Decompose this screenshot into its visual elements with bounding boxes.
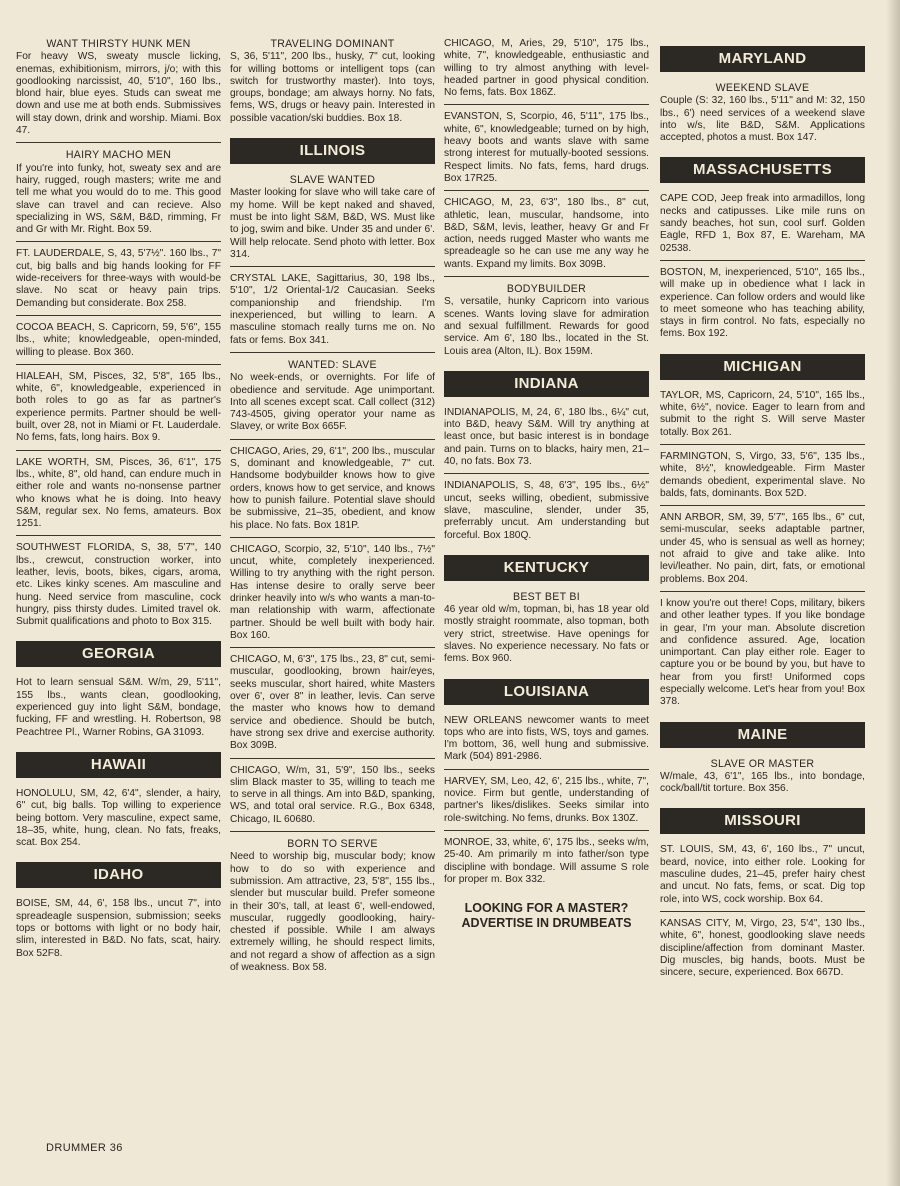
classified-ad: [660, 82, 865, 149]
ad-text: FT. LAUDERDALE, S, 43, 5'7½". 160 lbs., 7" cut, big balls and big hands looking for FF wide-receivers for three-ways with would-be slave. No scat or heavy pain trips. Demanding but considerate. Box 258.: [16, 248, 221, 309]
ad-headline: BEST BET BI: [512, 590, 581, 603]
classified-page: [16, 38, 880, 1148]
column-2: [230, 38, 435, 985]
ad-text: CAPE COD, Jeep freak into armadillos, long necks and catipusses. Like mile runs on sandy beaches, hot sun, cool surf. Golden Eagle, RFD 1, Box 87, E. Wareham, MA 02538.: [660, 193, 865, 254]
state-heading: MARYLAND: [660, 46, 865, 72]
classified-ad: [16, 457, 221, 537]
state-heading: MASSACHUSETTS: [660, 157, 865, 183]
classified-ad: [230, 38, 435, 130]
ad-text: Need to worship big, muscular body; know how to do so with experience and submission. Am attractive, 23, 5'8", 155 lbs., slender but muscular build. Prefer someone in their 30's, tall, at least 6', well-endowed, muscular, ruggedly goodlooking, hairy-chested if possible. While I am always extremely willing, he should respect limits, and not regard a show of affection as a sign of weakness. Box 58.: [230, 851, 435, 973]
ad-headline: WEEKEND SLAVE: [715, 82, 810, 94]
classified-ad: [16, 248, 221, 315]
ad-headline: BORN TO SERVE: [287, 838, 378, 851]
ad-text: BOISE, SM, 44, 6', 158 lbs., uncut 7", into spreadeagle suspension, submission; seeks tops or bottoms with light or no body hair, slim, interested in B&D. No fats, scat, hairy. Box 52F8.: [16, 898, 221, 959]
state-heading: LOUISIANA: [444, 679, 649, 705]
ad-text: TAYLOR, MS, Capricorn, 24, 5'10", 165 lbs., white, 6½", novice. Eager to learn from and submit to the right S. Will serve Master totally. Box 261.: [660, 389, 865, 438]
ad-headline: WANT THIRSTY HUNK MEN: [46, 38, 191, 50]
classified-ad: [660, 598, 865, 714]
classified-ad: [660, 512, 865, 592]
ad-text: Hot to learn sensual S&M. W/m, 29, 5'11", 155 lbs., wants clean, goodlooking, experienced guy into light S&M, bondage, fucking, FF and wrestling. H. Robertson, 98 Peachtree Pl., Warner Robins, GA 31093.: [16, 677, 221, 738]
classified-ad: [660, 451, 865, 506]
ad-text: INDIANAPOLIS, S, 48, 6'3", 195 lbs., 6½" uncut, seeks willing, obedient, submissive slave, masculine, slender, under 35, preferrably uncut. Am understanding but forceful. Box 180Q.: [444, 480, 649, 541]
classified-ad: [660, 267, 865, 346]
classified-ad: [444, 407, 649, 474]
classified-ad: [230, 544, 435, 648]
classified-ad: [16, 788, 221, 854]
classified-ad: [444, 197, 649, 277]
ad-text: MONROE, 33, white, 6', 175 lbs., seeks w/m, 25-40. Am primarily m into father/son type discipline with bondage. Will assume S role for proper m. Box 332.: [444, 836, 649, 885]
ad-text: INDIANAPOLIS, M, 24, 6', 180 lbs., 6¼" cut, into B&D, heavy S&M. Will try anything at least once, but basic interest is in bondage and pain. Turns on to blacks, hairy men, 21–40, no fats. Box 73.: [444, 406, 649, 468]
classified-ad: [660, 390, 865, 445]
ad-text: For heavy WS, sweaty muscle licking, enemas, exhibitionism, mirrors, j/o; with this goodlooking narcissist, 40, 5'10", 160 lbs., blond hair, blue eyes. Studs can sweat me down and use me at both ends. Submissives will stay down, drink and worship. Miami. Box 47.: [16, 51, 221, 137]
classified-ad: [660, 844, 865, 911]
classified-ad: [660, 918, 865, 984]
ad-text: Master looking for slave who will take care of my home. Will be kept naked and shaved, must be into light S&M, B&D, WS. Must like to jog, swim and bike. Under 35 and under 6'. Will help relocate. Send photo with letter. Box 314.: [230, 187, 435, 260]
ad-text: CRYSTAL LAKE, Sagittarius, 30, 198 lbs., 5'10", 1/2 Oriental-1/2 Caucasian. Seeks companionship and friendship. I'm inexperienced, but willing to learn. A masculine stomach really turns me on. No fats or fems. Box 341.: [230, 273, 435, 346]
classified-ad: [444, 715, 649, 770]
ad-text: S, versatile, hunky Capricorn into various scenes. Wants loving slave for admiration and sexual fulfillment. Rewards for good service. Am 6', 180 lbs., located in the St. Louis area (Alton, IL). Box 159M.: [444, 296, 649, 357]
classified-ad: [444, 837, 649, 891]
ad-text: CHICAGO, W/m, 31, 5'9", 150 lbs., seeks slim Black master to 35, willing to teach me to serve in all things. Am into B&D, spanking, WS, and total oral service. R.G., Box 6348, Chicago, IL 60680.: [230, 764, 435, 825]
state-heading: KENTUCKY: [444, 555, 649, 581]
state-heading: GEORGIA: [16, 641, 221, 667]
ad-text: HIALEAH, SM, Pisces, 32, 5'8", 165 lbs., white, 6", knowledgeable, experienced in both roles to go as far as partner's experience permits. Partner should be well-built, over 28, not in Miami or Ft. Lauderdale. No fems, fats, long hairs. Box 9.: [16, 370, 221, 444]
advertise-note: LOOKING FOR A MASTER? ADVERTISE IN DRUMBEATS: [461, 901, 632, 931]
ad-text: HONOLULU, SM, 42, 6'4", slender, a hairy, 6" cut, big balls. Top willing to experience being bottom. Very masculine, expect same, 18–35, white, hung, clean. No fats, freaks, scat. Box 254.: [16, 787, 221, 849]
state-heading: MAINE: [660, 722, 865, 748]
page-spine-shadow: [886, 0, 900, 1186]
ad-text: Couple (S: 32, 160 lbs., 5'11" and M: 32, 150 lbs., 6') need services of a weekend slave into w/s, lite B&D, S&M. Applications accepted, photos a must. Box 147.: [660, 95, 865, 144]
ad-text: SOUTHWEST FLORIDA, S, 38, 5'7", 140 lbs., crewcut, construction worker, into leather, levis, boots, bikes, cigars, aroma, etc. Likes kinky scenes. Am masculine and hung. Need service from masculine, cock hungry, piss thirsty dudes. Limited travel ok. Submit qualifications and photo to Box 315.: [16, 542, 221, 628]
classified-ad: [230, 838, 435, 979]
ad-text: CHICAGO, M, 23, 6'3", 180 lbs., 8" cut, athletic, lean, muscular, handsome, into B&D, S&M, levis, leather, heavy Gr and Fr action, needs rugged Master who wants me spreadeagle so he can use me any way he wants. Expand my limits. Box 309B.: [444, 197, 649, 270]
ad-text: CHICAGO, M, Aries, 29, 5'10", 175 lbs., white, 7", knowledgeable, enthusiastic and willing to try almost anything with level-headed partner in good physical condition. No fems, fats. Box 186Z.: [444, 38, 649, 99]
ad-headline: BODYBUILDER: [506, 283, 587, 296]
ad-text: W/male, 43, 6'1", 165 lbs., into bondage, cock/ball/tit torture. Box 356.: [660, 770, 865, 795]
state-heading: INDIANA: [444, 371, 649, 397]
ad-headline: TRAVELING DOMINANT: [270, 38, 395, 50]
ad-text: S, 36, 5'11", 200 lbs., husky, 7" cut, looking for willing bottoms or intelligent tops (can switch for trustworthy master). Into toys, groups, bondage; am always horny. No fats, fems, WS, drugs or heavy pain. Interested in possible vacation/ski buddies. Box 18.: [230, 51, 435, 124]
ad-text: If you're into funky, hot, sweaty sex and are hairy, rugged, rough masters; write me and tell me what you would do to me. This good slave can travel and can recieve. Also specializing in WS, S&M, B&D, rimming, Fr and Gr with Mr. Right. Box 59.: [16, 162, 221, 236]
classified-ad: [444, 38, 649, 105]
classified-ad: [444, 283, 649, 363]
classified-ad: [444, 776, 649, 831]
state-heading: ILLINOIS: [230, 138, 435, 164]
ad-text: CHICAGO, Scorpio, 32, 5'10", 140 lbs., 7½" uncut, white, completely inexperienced. Willing to try anything with the right person. Has intense desire to orally serve beer drinker heavily into w/s who wants a man-to-man relationship with warm, affectionate partner. Should be well built with body hair. Box 160.: [230, 543, 435, 641]
classified-ad: [16, 38, 221, 143]
ad-text: KANSAS CITY, M, Virgo, 23, 5'4", 130 lbs., white, 6", honest, goodlooking slave needs discipline/affection from dominant Master. Dig muscles, big hands, boots. Must be sincere, secure, experienced. Box 667D.: [660, 917, 865, 979]
ad-text: EVANSTON, S, Scorpio, 46, 5'11", 175 lbs., white, 6", knowledgeable; turned on by high, heavy boots and wants slave with same strong interest for mutually-booted sessions. Respect limits. No fats, fems, hard drugs. Box 17R25.: [444, 111, 649, 184]
ad-text: ANN ARBOR, SM, 39, 5'7", 165 lbs., 6" cut, semi-muscular, seeks adaptable partner, under 45, who is sensual as well as horney; not afraid to give and take alike. Into levi/leather. No pain, dirt, fats, or emotional problems. Box 204.: [660, 512, 865, 585]
column-3: [444, 38, 649, 931]
classified-ad: [230, 359, 435, 440]
ad-text: 46 year old w/m, topman, bi, has 18 year old mostly straight roommate, also topman, both very strict, streetwise. Have openings for slaves. No experience necessary. No fats or fems. Box 960.: [444, 604, 649, 665]
column-4: [660, 38, 865, 990]
classified-ad: [16, 677, 221, 743]
ad-text: CHICAGO, Aries, 29, 6'1", 200 lbs., muscular S, dominant and knowledgeable, 7" cut. Handsome bodybuilder knows how to give orders, knows how to get service, and knows how to punish failure. Potential slave should be submissive, 21–35, obedient, and know his place. No fats. Box 181P.: [230, 445, 435, 531]
state-heading: MISSOURI: [660, 808, 865, 834]
classified-ad: [230, 446, 435, 538]
classified-ad: [16, 542, 221, 633]
classified-ad: [16, 898, 221, 964]
classified-ad: [660, 193, 865, 260]
column-1: [16, 38, 221, 971]
ad-headline: SLAVE WANTED: [289, 174, 376, 187]
classified-ad: [444, 111, 649, 191]
classified-ad: [230, 765, 435, 832]
classified-ad: [16, 371, 221, 451]
ad-text: ST. LOUIS, SM, 43, 6', 160 lbs., 7" uncut, beard, novice, into either role. Looking for masculine dudes, 21–45, prefer hairy chest and uncut. No fats, fems, or scat. Dig top role, into WS, cock worship. Box 64.: [660, 844, 865, 905]
ad-headline: HAIRY MACHO MEN: [65, 149, 172, 162]
page-folio: DRUMMER 36: [46, 1142, 123, 1154]
state-heading: HAWAII: [16, 752, 221, 778]
ad-text: CHICAGO, M, 6'3", 175 lbs., 23, 8" cut, semi-muscular, goodlooking, brown hair/eyes, seeks muscular, short haired, white Masters over 6', over 8" in leather, levis. Can serve the master who knows how to demand service and obedience. Should be butch, have strong sex drive and exercise authority. Box 309B.: [230, 654, 435, 752]
state-heading: IDAHO: [16, 862, 221, 888]
ad-text: NEW ORLEANS newcomer wants to meet tops who are into fists, WS, toys and games. I'm bottom, 36, well hung and submissive. Mark (504) 891-2986.: [444, 714, 649, 763]
classified-ad: [16, 149, 221, 242]
ad-text: No week-ends, or overnights. For life of obedience and servitude. Age unimportant. Into all scenes except scat. Call collect (312) 743-4505, giving operator your name as Slavey, or write Box 665F.: [230, 372, 435, 433]
classified-ad: [444, 591, 649, 671]
classified-ad: [230, 273, 435, 353]
state-heading: MICHIGAN: [660, 354, 865, 380]
classified-ad: [444, 480, 649, 546]
ad-text: BOSTON, M, inexperienced, 5'10", 165 lbs., will make up in obedience what I lack in experience. Can follow orders and would like to meet someone who has teaching ability, stays in firm control. No fats, especially no fems. Box 192.: [660, 266, 865, 340]
classified-ad: [230, 654, 435, 758]
classified-ad: [230, 174, 435, 267]
ad-text: I know you're out there! Cops, military, bikers and other leather types. If you like bondage in gear, I'm your man. Absolute discretion and confidence assured. Age, location unimportant. Can play either role. Eager to capture you or be bound by you, but have to hear from you first! Uniformed cops especially welcome. Let's hear from you! Box 378.: [660, 597, 865, 708]
ad-text: COCOA BEACH, S. Capricorn, 59, 5'6", 155 lbs., white; knowledgeable, open-minded, willing to please. Box 360.: [16, 321, 221, 358]
ad-text: HARVEY, SM, Leo, 42, 6', 215 lbs., white, 7", novice. Firm but gentle, understanding of partner's likes/dislikes. Seeks similar into role-switching. No fems, drunks. Box 130Z.: [444, 775, 649, 824]
ad-headline: SLAVE OR MASTER: [710, 757, 815, 770]
ad-text: FARMINGTON, S, Virgo, 33, 5'6", 135 lbs., white, 8½", knowledgeable. Firm Master demands obedient, experimental slave. No balds, fats, dominants. Box 52D.: [660, 450, 865, 499]
ad-text: LAKE WORTH, SM, Pisces, 36, 6'1", 175 lbs., white, 8", old hand, can endure much in either role and wants no-nonsense partner who knows what he is doing. Into heavy S&M, regular sex. No fems, amateurs. Box 1251.: [16, 456, 221, 530]
ad-headline: WANTED: SLAVE: [288, 358, 377, 371]
classified-ad: [660, 758, 865, 801]
classified-ad: [16, 322, 221, 365]
